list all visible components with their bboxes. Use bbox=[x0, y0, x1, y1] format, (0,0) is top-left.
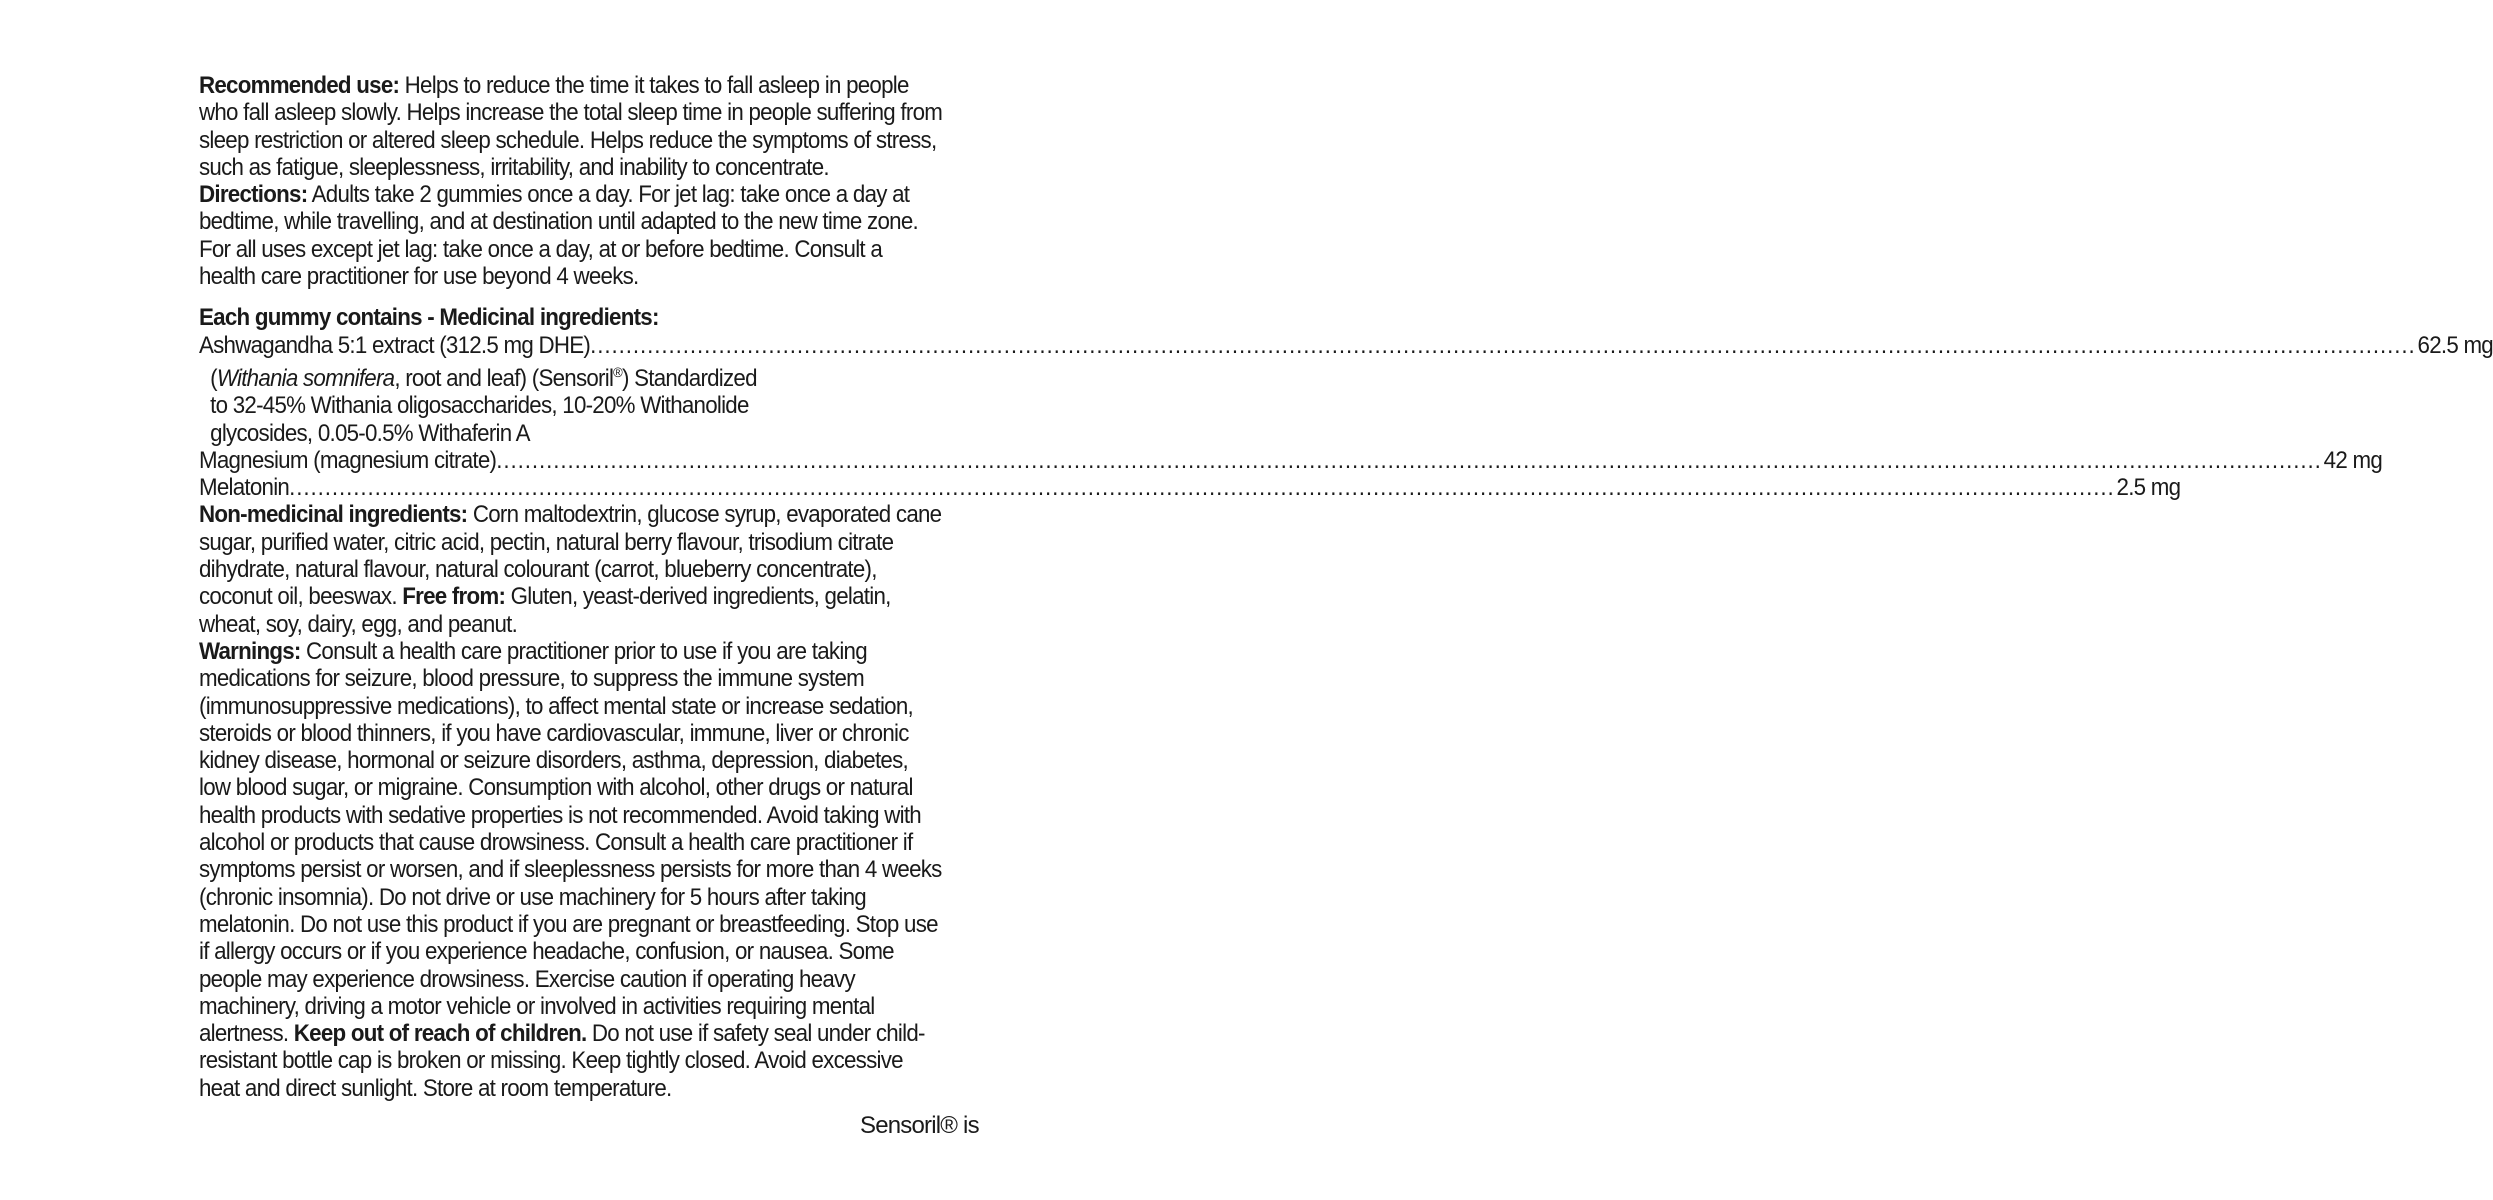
warnings-heading: Warnings: bbox=[199, 637, 301, 665]
ingredient-amount: 2.5 mg bbox=[2116, 474, 2181, 502]
warnings-section bbox=[199, 638, 943, 1102]
detail-text: to 32-45% Withania oligosaccharides, 10-20% Withanolide bbox=[210, 392, 749, 420]
detail-text: glycosides, 0.05-0.5% Withaferin A bbox=[210, 419, 530, 447]
directions-heading: Directions: bbox=[199, 181, 308, 209]
detail-text: ( bbox=[210, 364, 217, 392]
cropped-footer-text: Sensoril® is bbox=[860, 1112, 979, 1139]
ingredient-row-melatonin bbox=[199, 474, 2181, 502]
product-label-text bbox=[199, 72, 2493, 1102]
usage-section bbox=[199, 72, 943, 290]
non-medicinal-heading: Non-medicinal ingredients: bbox=[199, 501, 468, 529]
ingredient-row-ashwagandha bbox=[199, 331, 2493, 359]
registered-mark: ® bbox=[613, 363, 623, 380]
keep-out-of-reach-heading: Keep out of reach of children. bbox=[288, 1020, 587, 1048]
warnings-text: Consult a health care practitioner prior to use if you are taking medications for seizure, blood pressure, to suppress the immune system (immunosuppressive medications), to affect mental state or increase sedation, steroids or blood thinners, if you have cardiovascular, immune, liver or chronic kidney disease, hormonal or seizure disorders, asthma, depression, diabetes, low blood sugar, or migraine. Consumption with alcohol, other drugs or natural health products with sedative properties is not recommended. Avoid taking with alcohol or products that cause drowsiness. Consult a health care practitioner if symptoms persist or worsen, and if sleeplessness persists for more than 4 weeks (chronic insomnia). Do not drive or use machinery for 5 hours after taking melatonin. Do not use this product if you are pregnant or breastfeeding. Stop use if allergy occurs or if you experience headache, confusion, or nausea. Some people may experience drowsiness. Exercise caution if operating heavy machinery, driving a motor vehicle or involved in activities requiring mental alertness. bbox=[199, 637, 942, 1048]
ingredient-amount: 62.5 mg bbox=[2417, 331, 2493, 359]
detail-text: ) Standardized bbox=[622, 364, 757, 392]
medicinal-ingredients-section bbox=[199, 304, 2493, 502]
detail-text: , root and leaf) (Sensoril bbox=[394, 364, 614, 392]
ingredient-name: Ashwagandha 5:1 extract (312.5 mg DHE) bbox=[199, 331, 591, 359]
recommended-use-heading: Recommended use: bbox=[199, 72, 400, 99]
ingredient-row-magnesium bbox=[199, 446, 2383, 474]
free-from-heading: Free from: bbox=[396, 583, 506, 611]
free-from-text: Gluten, yeast-derived ingredients, gelatin, wheat, soy, dairy, egg, and peanut. bbox=[199, 583, 891, 638]
dot-leader bbox=[289, 474, 2115, 501]
botanical-name: Withania somnifera bbox=[216, 364, 395, 392]
warnings-closing-text: Do not use if safety seal under child-resistant bottle cap is broken or missing. Keep tightly closed. Avoid excessive heat and direct sunlight. Store at room temperature. bbox=[199, 1020, 925, 1102]
dot-leader bbox=[590, 332, 2416, 359]
non-medicinal-section bbox=[199, 501, 943, 637]
ingredient-name: Magnesium (magnesium citrate) bbox=[199, 446, 497, 474]
dot-leader bbox=[496, 447, 2322, 474]
non-medicinal-text: Corn maltodextrin, glucose syrup, evaporated cane sugar, purified water, citric acid, pectin, natural berry flavour, trisodium citrate dihydrate, natural flavour, natural colourant (carrot, blueberry concentrate), coconut oil, beeswax. bbox=[199, 501, 942, 611]
recommended-use-text: Helps to reduce the time it takes to fall asleep in people who fall asleep slowly. Helps increase the total sleep time in people suffering from sleep restriction or altered sleep schedule. Helps reduce the symptoms of stress, such as fatigue, sleeplessness, irritability, and inability to concentrate. bbox=[199, 72, 943, 181]
ingredient-detail-ashwagandha bbox=[199, 359, 943, 447]
ingredient-amount: 42 mg bbox=[2323, 446, 2383, 474]
directions-text: Adults take 2 gummies once a day. For jet lag: take once a day at bedtime, while travelling, and at destination until adapted to the new time zone. For all uses except jet lag: take once a day, at or before bedtime. Consult a health care practitioner for use beyond 4 weeks. bbox=[199, 181, 918, 291]
medicinal-heading: Each gummy contains - Medicinal ingredients: bbox=[199, 304, 659, 332]
ingredient-name: Melatonin bbox=[199, 474, 290, 502]
